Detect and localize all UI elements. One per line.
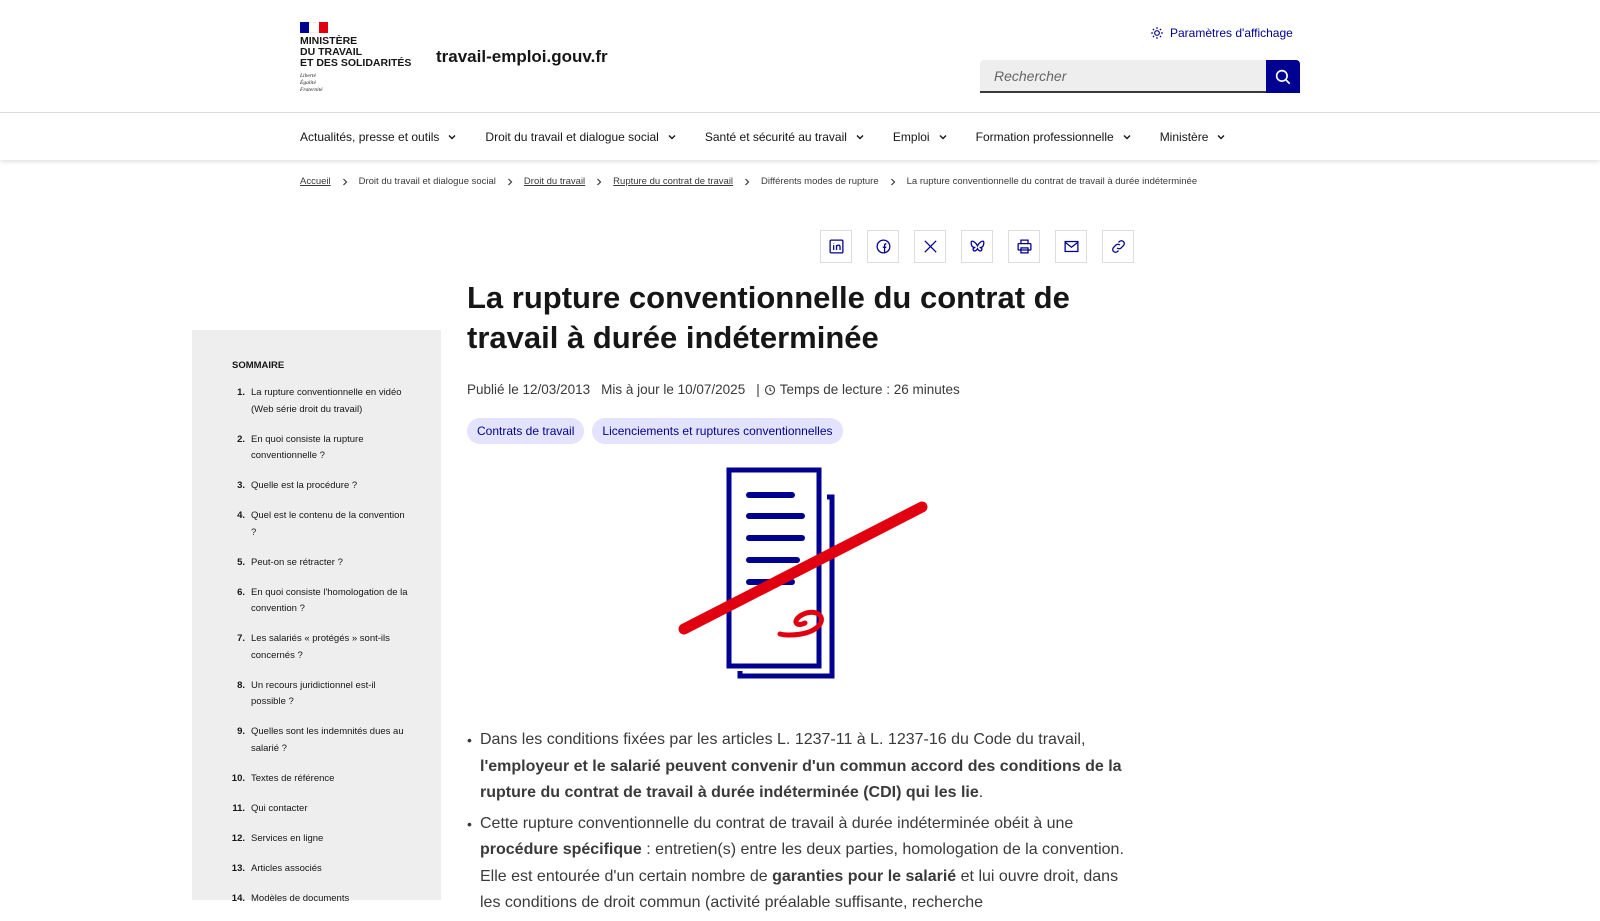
updated-date: Mis à jour le 10/07/2025 — [601, 382, 746, 397]
search-input[interactable] — [980, 60, 1266, 93]
share-linkedin-button[interactable] — [820, 230, 852, 263]
page-title: La rupture conventionnelle du contrat de travail à durée indéterminée — [467, 280, 1070, 355]
tag-contrats[interactable]: Contrats de travail — [467, 418, 584, 444]
republic-motto: Liberté Égalité Fraternité — [300, 73, 323, 93]
search-bar — [980, 60, 1300, 93]
share-x-button[interactable] — [914, 230, 946, 263]
chevron-down-icon — [1216, 132, 1226, 142]
tag-licenciements[interactable]: Licenciements et ruptures conventionnelles — [592, 418, 842, 444]
toc-item[interactable]: 11. Qui contacter — [232, 802, 308, 814]
facebook-icon — [875, 238, 892, 255]
table-of-contents — [192, 330, 441, 904]
share-toolbar — [820, 230, 1134, 263]
nav-item-formation[interactable]: Formation professionnelle — [976, 114, 1132, 160]
french-flag-icon — [300, 22, 328, 33]
toc-item[interactable]: 8. Un recours juridictionnel est-il possible ? — [237, 679, 376, 707]
ministry-name: MINISTÈRE DU TRAVAIL ET DES SOLIDARITÉS — [300, 35, 412, 69]
breadcrumb — [300, 176, 1197, 187]
chevron-right-icon — [506, 178, 514, 186]
toc-item[interactable]: 1. La rupture conventionnelle en vidéo (Web série droit du travail) — [237, 387, 402, 415]
sun-icon — [1150, 26, 1164, 40]
breadcrumb-rupture[interactable]: Rupture du contrat de travail — [613, 176, 734, 187]
bluesky-icon — [969, 238, 986, 255]
chevron-down-icon — [1122, 132, 1132, 142]
chevron-down-icon — [667, 132, 677, 142]
toc-item[interactable]: 10. Textes de référence — [231, 772, 335, 784]
chevron-down-icon — [938, 132, 948, 142]
breadcrumb-droit-du-travail[interactable]: Droit du travail — [523, 176, 586, 187]
share-mail-button[interactable] — [1055, 230, 1087, 263]
chevron-right-icon — [341, 178, 349, 186]
x-icon — [922, 238, 939, 255]
nav-item-droit-du-travail[interactable]: Droit du travail et dialogue social — [485, 114, 676, 160]
toc-item[interactable]: 6. En quoi consiste l'homologation de la convention ? — [237, 586, 408, 614]
chevron-down-icon — [855, 132, 865, 142]
breadcrumb-droit-dialogue[interactable]: Droit du travail et dialogue social — [358, 176, 496, 187]
reading-time: Temps de lecture : 26 minutes — [779, 382, 960, 397]
nav-item-actualites[interactable]: Actualités, presse et outils — [300, 114, 457, 160]
toc-item[interactable]: 14. Modèles de documents — [231, 892, 350, 904]
list-item: • Dans les conditions fixées par les articles L. 1237-11 à L. 1237-16 du Code du travail, l'employeur et le salarié peuvent convenir d'un commun accord des conditions de la rupture du contrat de travail à durée indéterminée (CDI) qui les lie. — [467, 727, 1127, 807]
chevron-down-icon — [447, 132, 457, 142]
toc-item[interactable]: 2. En quoi consiste la rupture conventionnelle ? — [237, 433, 364, 461]
toc-title: SOMMAIRE — [232, 360, 285, 371]
share-facebook-button[interactable] — [867, 230, 899, 263]
breadcrumb-modes-rupture[interactable]: Différents modes de rupture — [761, 176, 879, 187]
toc-item[interactable]: 4. Quel est le contenu de la convention ? — [237, 510, 405, 538]
print-icon — [1016, 238, 1033, 255]
site-header — [0, 0, 1600, 113]
crossed-contract-illustration — [672, 464, 932, 684]
copy-link-button[interactable] — [1102, 230, 1134, 263]
toc-item[interactable]: 5. Peut-on se rétracter ? — [237, 556, 343, 568]
main-navigation — [0, 114, 1600, 160]
nav-item-sante-securite[interactable]: Santé et sécurité au travail — [705, 114, 865, 160]
article-meta — [467, 382, 1137, 397]
toc-item[interactable]: 13. Articles associés — [231, 862, 322, 874]
toc-item[interactable]: 9. Quelles sont les indemnités dues au salarié ? — [237, 726, 404, 754]
nav-item-emploi[interactable]: Emploi — [893, 114, 948, 160]
chevron-right-icon — [595, 178, 603, 186]
linkedin-icon — [828, 238, 845, 255]
display-settings-label: Paramètres d'affichage — [1170, 26, 1293, 40]
toc-item[interactable]: 7. Les salariés « protégés » sont-ils concernés ? — [237, 633, 390, 661]
article-body — [467, 727, 1127, 917]
clock-icon — [764, 384, 776, 396]
search-icon — [1274, 68, 1292, 86]
share-bluesky-button[interactable] — [961, 230, 993, 263]
article — [467, 278, 1137, 921]
copy-link-icon — [1110, 238, 1127, 255]
published-date: Publié le 12/03/2013 — [467, 382, 591, 397]
ministry-logo[interactable] — [300, 22, 420, 94]
chevron-right-icon — [889, 178, 897, 186]
display-settings-button[interactable] — [1150, 26, 1293, 40]
toc-item[interactable]: 3. Quelle est la procédure ? — [237, 480, 358, 491]
search-button[interactable] — [1266, 60, 1300, 93]
nav-item-ministere[interactable]: Ministère — [1160, 114, 1227, 160]
list-item: • Cette rupture conventionnelle du contrat de travail à durée indéterminée obéit à une procédure spécifique : entretien(s) entre les deux parties, homologation de la convention. Elle est entourée d'un certain nombre de garanties pour le salarié et lui ouvre droit, dans les conditions de droit commun (activité préalable suffisante, recherche — [467, 811, 1127, 917]
breadcrumb-home[interactable]: Accueil — [300, 176, 331, 187]
print-button[interactable] — [1008, 230, 1040, 263]
breadcrumb-current-page: La rupture conventionnelle du contrat de travail à durée indéterminée — [906, 176, 1198, 187]
tag-list — [467, 418, 1137, 444]
toc-item[interactable]: 12. Services en ligne — [231, 832, 324, 844]
meta-separator: | — [756, 382, 760, 397]
site-name-link[interactable]: travail-emploi.gouv.fr — [436, 47, 608, 66]
mail-icon — [1063, 238, 1080, 255]
chevron-right-icon — [743, 178, 751, 186]
